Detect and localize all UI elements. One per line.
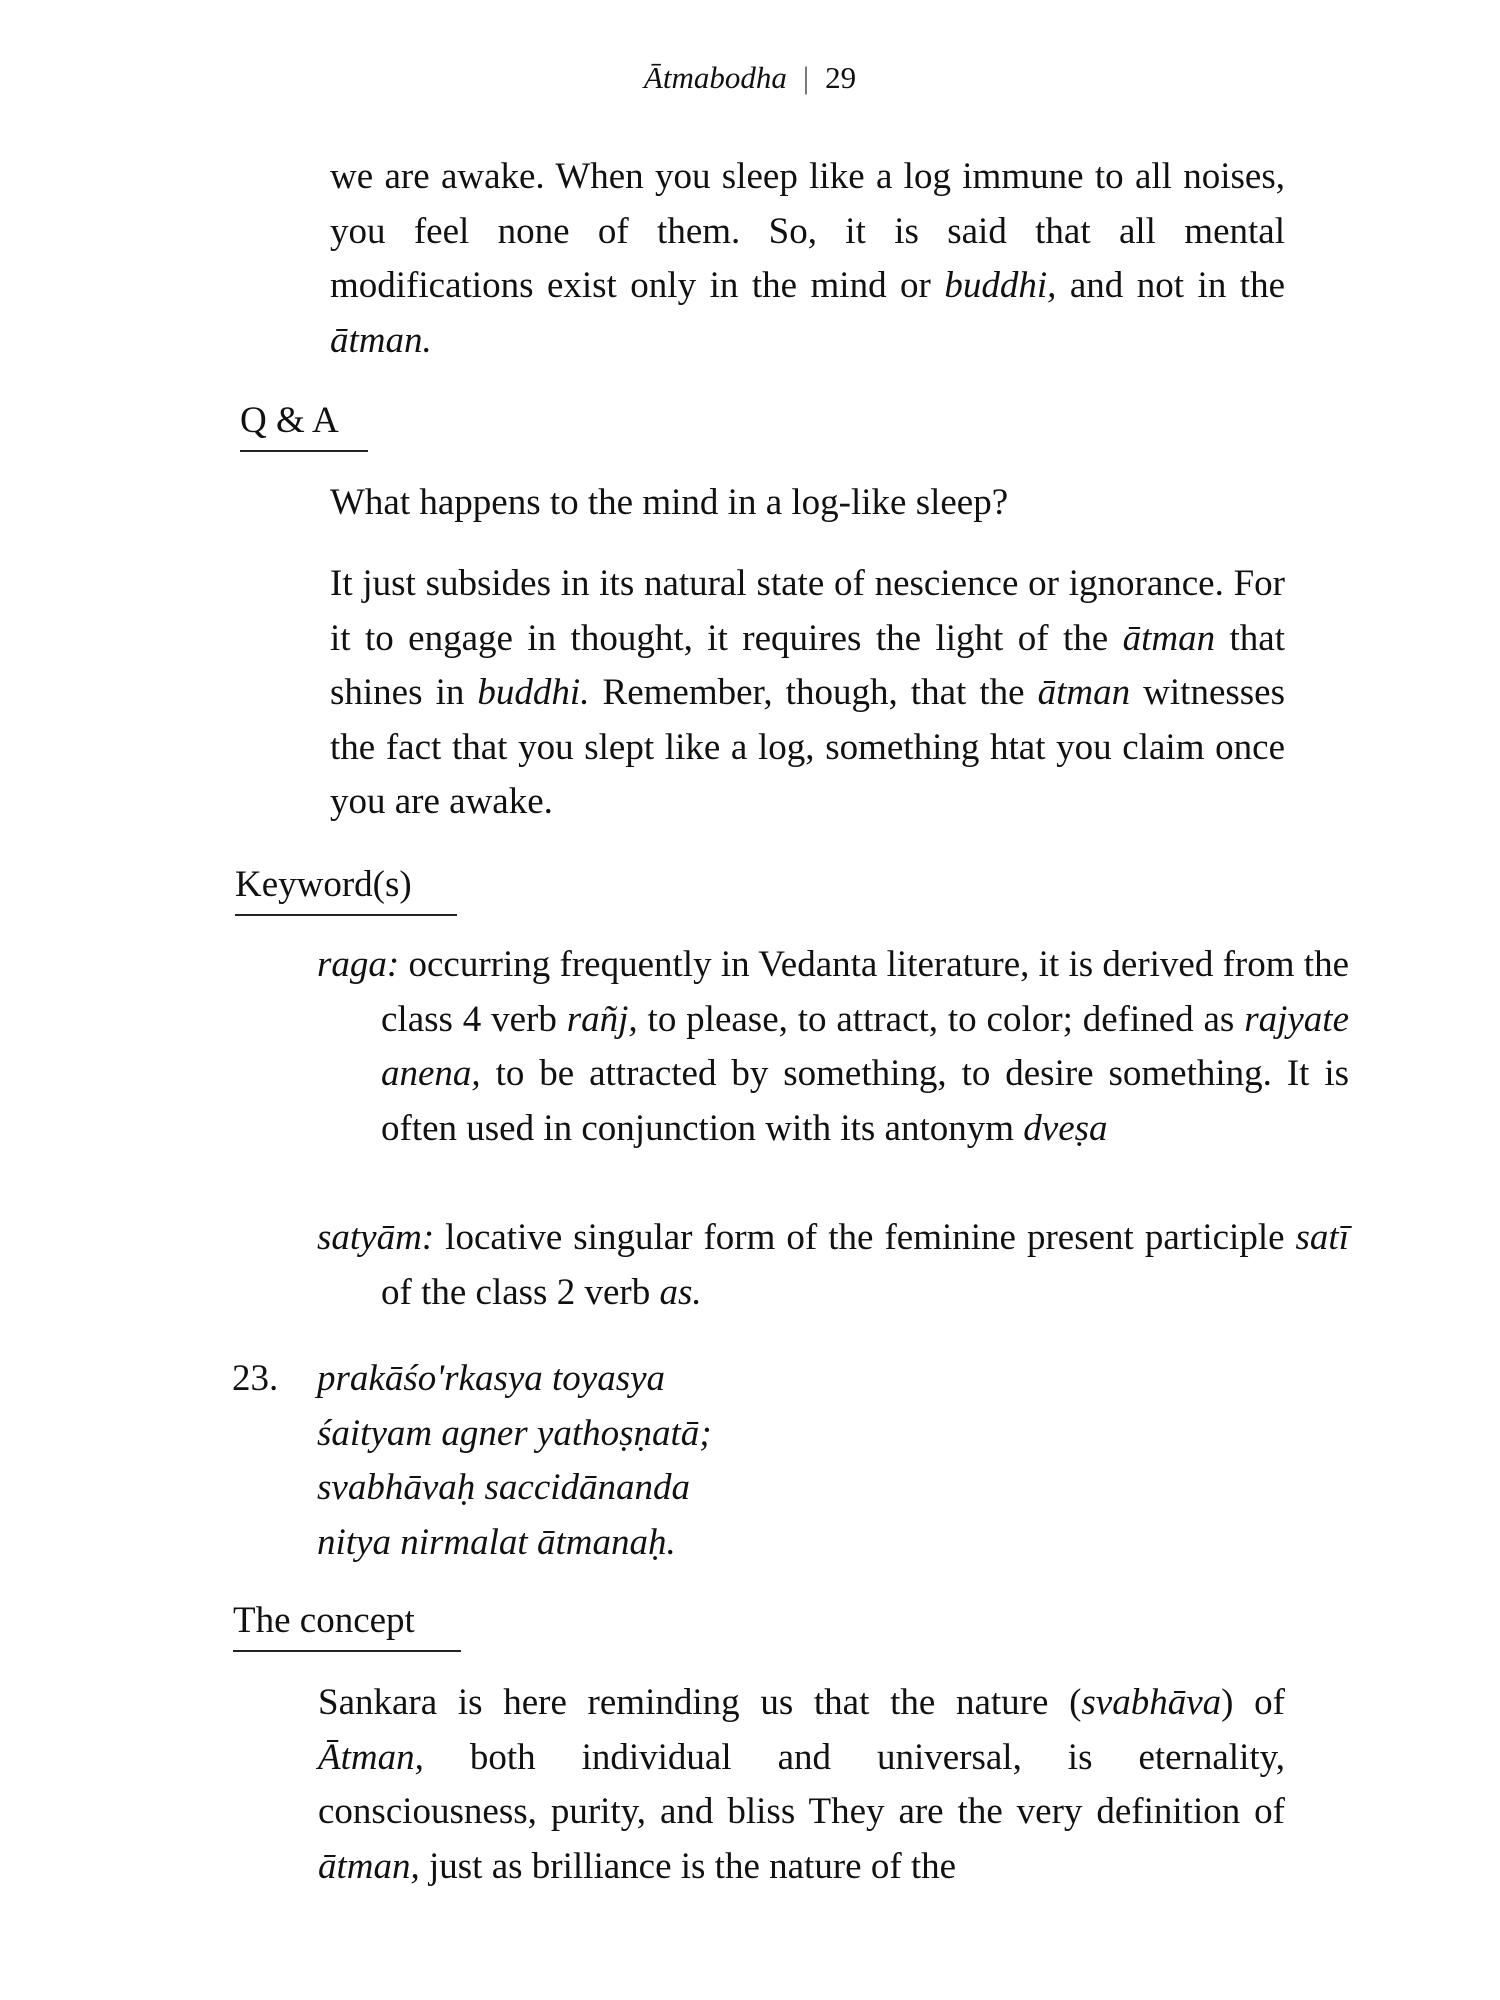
- text-run: locative singular form of the feminine present participle: [434, 1217, 1296, 1258]
- page-number: 29: [825, 60, 857, 95]
- italic-term: ātman.: [330, 319, 432, 361]
- qa-heading: Q & A: [240, 398, 368, 452]
- text-run: we are awake. When you sleep like a log immune to all noises, you feel none of them. So, it is said that all mental modifications exist only in the mind or: [330, 156, 1285, 306]
- text-run: It just subsides in its natural state of nescience or ignorance. For it to engage in thought, it requires the light of the: [330, 563, 1285, 659]
- text-run: occurring frequently in Vedanta literature, it is derived from the class 4 verb: [381, 944, 1349, 1040]
- italic-term: buddhi.: [477, 672, 590, 713]
- text-run: ) of: [1221, 1682, 1285, 1723]
- italic-term: rajyate anena,: [381, 998, 1349, 1094]
- italic-term: satī: [1295, 1217, 1349, 1258]
- keyword-term: satyām:: [317, 1217, 435, 1258]
- text-run: both individual and universal, is eternality, consciousness, purity, and bliss They are the very definition of: [318, 1736, 1285, 1832]
- verse-block: [317, 1352, 712, 1570]
- keywords-heading: Keyword(s): [235, 862, 457, 916]
- text-run: to be attracted by something, to desire something. It is often used in conjunction with its antonym: [381, 1053, 1349, 1149]
- italic-term: as.: [659, 1271, 702, 1313]
- text-run: Remember, though, that the: [589, 672, 1038, 713]
- concept-paragraph: [318, 1676, 1285, 1894]
- verse-line: nitya nirmalat ātmanaḥ.: [317, 1521, 676, 1563]
- italic-term: ātman: [1037, 672, 1131, 713]
- running-header: [0, 58, 1500, 98]
- qa-answer: [330, 557, 1285, 830]
- italic-term: ātman,: [318, 1845, 420, 1887]
- text-run: witnesses the fact that you slept like a log, something htat you claim once you are awake.: [330, 672, 1285, 822]
- qa-question: What happens to the mind in a log-like sleep?: [330, 482, 1009, 523]
- header-separator: |: [802, 60, 810, 95]
- keyword-entry-satyam: [317, 1211, 1349, 1320]
- verse-number: 23.: [232, 1358, 279, 1399]
- text-run: to please, to attract, to color; defined as: [637, 998, 1245, 1040]
- verse-line: svabhāvaḥ saccidānanda: [317, 1467, 691, 1508]
- book-title: Ātmabodha: [643, 60, 787, 95]
- concept-heading: The concept: [233, 1598, 461, 1652]
- verse-line: śaityam agner yathoṣṇatā;: [317, 1412, 712, 1454]
- italic-term: Ātman,: [318, 1736, 424, 1778]
- text-run: just as brilliance is the nature of the: [419, 1845, 957, 1887]
- text-run: that shines in: [330, 617, 1285, 713]
- intro-paragraph: [330, 150, 1285, 368]
- italic-term: ātman: [1122, 617, 1216, 659]
- text-run: Sankara is here reminding us that the nature (: [318, 1682, 1082, 1723]
- italic-term: buddhi,: [944, 265, 1057, 306]
- verse-line: prakāśo'rkasya toyasya: [317, 1358, 666, 1399]
- text-run: and not in the: [1056, 265, 1285, 306]
- italic-term: rañj,: [566, 998, 638, 1040]
- keyword-term: raga:: [317, 944, 400, 985]
- italic-term: dveṣa: [1023, 1107, 1108, 1149]
- italic-term: svabhāva: [1081, 1682, 1222, 1723]
- keyword-entry-raga: [317, 938, 1349, 1156]
- text-run: of the class 2 verb: [381, 1271, 660, 1313]
